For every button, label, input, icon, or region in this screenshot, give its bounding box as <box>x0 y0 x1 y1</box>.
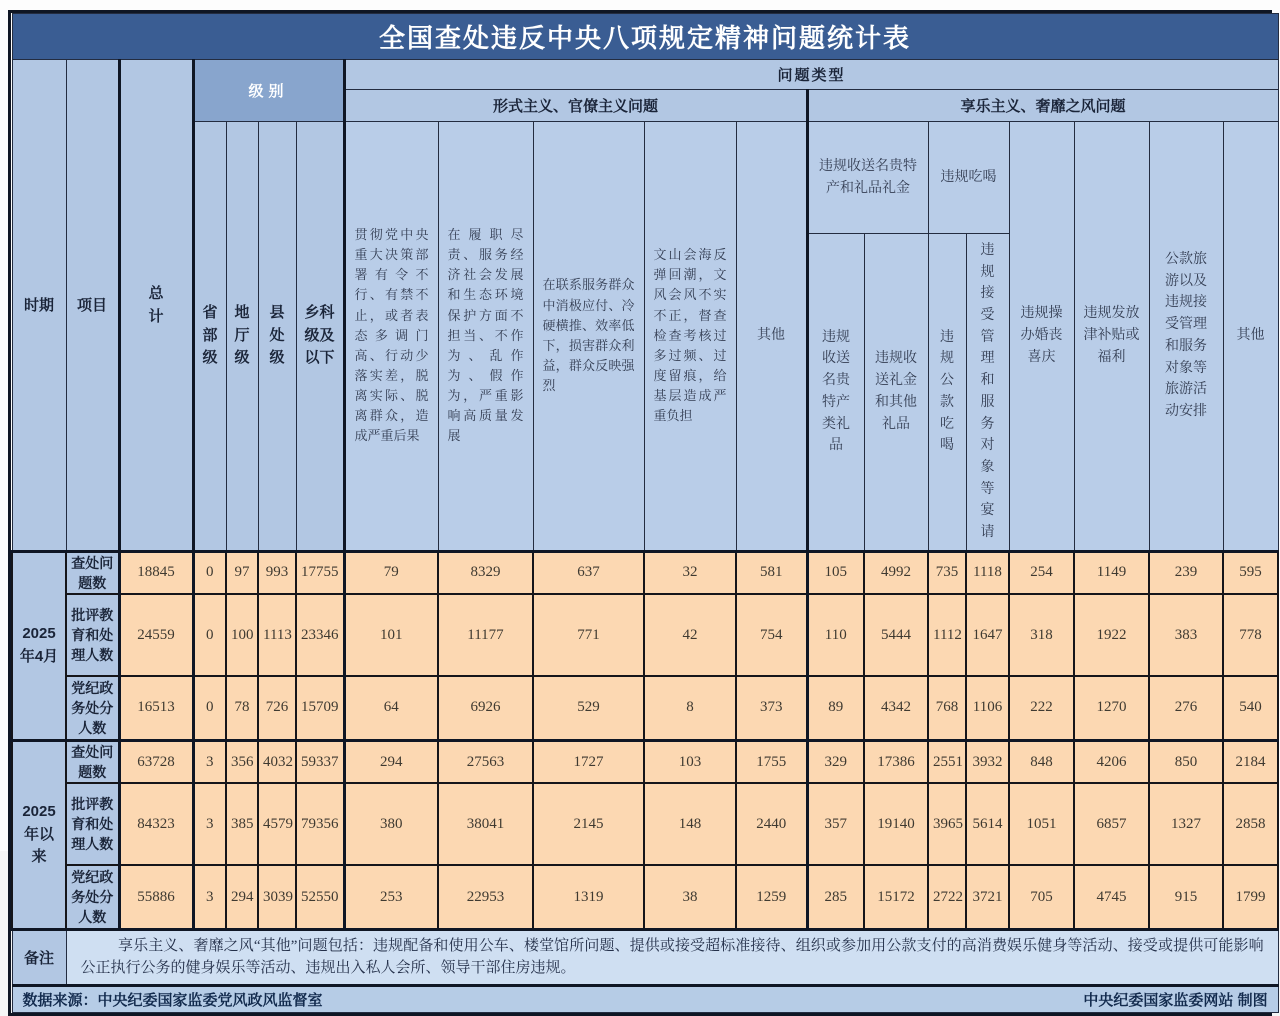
header-level-township: 乡科级及以下 <box>296 122 344 552</box>
data-cell: 285 <box>807 865 864 929</box>
data-cell: 17386 <box>864 740 928 783</box>
data-cell: 4032 <box>258 740 296 783</box>
data-cell: 754 <box>736 594 807 676</box>
data-cell: 276 <box>1149 676 1223 740</box>
header-dining-group: 违规吃喝 <box>928 122 1009 234</box>
header-period: 时期 <box>12 60 66 552</box>
data-cell: 6857 <box>1074 783 1149 865</box>
data-cell: 84323 <box>119 783 193 865</box>
data-cell: 3039 <box>258 865 296 929</box>
header-hedonism-travel: 公款旅游以及违规接受管理和服务对象等旅游活动安排 <box>1149 122 1223 552</box>
data-cell: 356 <box>226 740 258 783</box>
data-cell: 64 <box>344 676 438 740</box>
header-dining-col-1: 违规公款吃喝 <box>928 234 966 552</box>
data-cell: 771 <box>533 594 644 676</box>
data-cell: 705 <box>1009 865 1074 929</box>
data-cell: 595 <box>1223 551 1278 594</box>
data-cell: 357 <box>807 783 864 865</box>
table-frame <box>8 10 1272 1016</box>
data-cell: 1647 <box>966 594 1009 676</box>
remarks-text: 享乐主义、奢靡之风“其他”问题包括：违规配备和使用公车、楼堂馆所问题、提供或接受超标准接待、组织或参加用公款支付的高消费娱乐健身等活动、接受或提供可能影响公正执行公务的健身娱乐等活动、违规出入私人会所、领导干部住房违规。 <box>66 929 1278 985</box>
data-cell: 373 <box>736 676 807 740</box>
header-row-1 <box>12 60 1278 90</box>
data-cell: 42 <box>644 594 736 676</box>
data-cell: 103 <box>644 740 736 783</box>
header-hedonism-group: 享乐主义、奢靡之风问题 <box>807 90 1278 122</box>
data-cell: 850 <box>1149 740 1223 783</box>
row-item-label: 党纪政务处分人数 <box>66 676 119 740</box>
data-cell: 4206 <box>1074 740 1149 783</box>
data-cell: 2184 <box>1223 740 1278 783</box>
data-cell: 8 <box>644 676 736 740</box>
header-formalism-group: 形式主义、官僚主义问题 <box>344 90 807 122</box>
data-cell: 52550 <box>296 865 344 929</box>
header-formalism-col-other: 其他 <box>736 122 807 552</box>
data-cell: 100 <box>226 594 258 676</box>
header-level-county: 县处级 <box>258 122 296 552</box>
data-cell: 294 <box>344 740 438 783</box>
row-item-label: 查处问题数 <box>66 551 119 594</box>
header-formalism-col-2: 在履职尽责、服务经济社会发展和生态环境保护方面不担当、不作为、乱作为、假作为，严重影响高质量发展 <box>438 122 533 552</box>
data-cell: 32 <box>644 551 736 594</box>
footer-bar <box>23 989 1268 1010</box>
data-cell: 105 <box>807 551 864 594</box>
data-cell: 768 <box>928 676 966 740</box>
data-cell: 23346 <box>296 594 344 676</box>
data-cell: 1327 <box>1149 783 1223 865</box>
data-cell: 1755 <box>736 740 807 783</box>
data-cell: 1118 <box>966 551 1009 594</box>
data-cell: 1113 <box>258 594 296 676</box>
header-hedonism-allowances: 违规发放津补贴或福利 <box>1074 122 1149 552</box>
table-row <box>12 783 1278 865</box>
data-cell: 1319 <box>533 865 644 929</box>
data-cell: 110 <box>807 594 864 676</box>
data-cell: 1106 <box>966 676 1009 740</box>
data-cell: 848 <box>1009 740 1074 783</box>
data-cell: 385 <box>226 783 258 865</box>
table-row <box>12 594 1278 676</box>
table-row <box>12 551 1278 594</box>
data-cell: 5444 <box>864 594 928 676</box>
data-cell: 1270 <box>1074 676 1149 740</box>
data-cell: 726 <box>258 676 296 740</box>
data-cell: 38 <box>644 865 736 929</box>
statistics-table <box>11 13 1279 1013</box>
data-cell: 239 <box>1149 551 1223 594</box>
header-problem-type-group: 问题类型 <box>344 60 1278 90</box>
credit-text: 中央纪委国家监委网站 制图 <box>1083 991 1268 1009</box>
data-cell: 63728 <box>119 740 193 783</box>
data-cell: 11177 <box>438 594 533 676</box>
data-cell: 79356 <box>296 783 344 865</box>
data-cell: 3932 <box>966 740 1009 783</box>
table-row <box>12 676 1278 740</box>
footer-row <box>12 985 1278 1012</box>
data-cell: 22953 <box>438 865 533 929</box>
data-cell: 38041 <box>438 783 533 865</box>
row-item-label: 批评教育和处理人数 <box>66 594 119 676</box>
table-row <box>12 740 1278 783</box>
data-cell: 148 <box>644 783 736 865</box>
row-item-label: 批评教育和处理人数 <box>66 783 119 865</box>
data-cell: 89 <box>807 676 864 740</box>
data-cell: 0 <box>193 594 226 676</box>
data-cell: 2858 <box>1223 783 1278 865</box>
table-data-body <box>12 551 1278 929</box>
data-cell: 8329 <box>438 551 533 594</box>
data-cell: 0 <box>193 676 226 740</box>
header-level-group: 级别 <box>193 60 344 122</box>
header-dining-col-2: 违规接受管理和服务对象等宴请 <box>966 234 1009 552</box>
data-cell: 19140 <box>864 783 928 865</box>
header-level-province: 省部级 <box>193 122 226 552</box>
data-source-text: 数据来源：中央纪委国家监委党风政风监督室 <box>22 991 323 1009</box>
header-gift-col-2: 违规收送礼金和其他礼品 <box>864 234 928 552</box>
data-cell: 3 <box>193 783 226 865</box>
period-label: 2025年4月 <box>12 551 66 740</box>
data-cell: 529 <box>533 676 644 740</box>
table-row <box>12 865 1278 929</box>
footer-cell <box>12 985 1278 1012</box>
data-cell: 3721 <box>966 865 1009 929</box>
data-cell: 222 <box>1009 676 1074 740</box>
data-cell: 4745 <box>1074 865 1149 929</box>
header-gift-col-1: 违规收送名贵特产类礼品 <box>807 234 864 552</box>
data-cell: 4342 <box>864 676 928 740</box>
data-cell: 318 <box>1009 594 1074 676</box>
data-cell: 1051 <box>1009 783 1074 865</box>
header-formalism-col-4: 文山会海反弹回潮，文风会风不实不正，督查检查考核过多过频、过度留痕，给基层造成严重负担 <box>644 122 736 552</box>
data-cell: 1922 <box>1074 594 1149 676</box>
data-cell: 24559 <box>119 594 193 676</box>
header-gift-group: 违规收送名贵特产和礼品礼金 <box>807 122 928 234</box>
data-cell: 6926 <box>438 676 533 740</box>
data-cell: 1112 <box>928 594 966 676</box>
header-total-label: 总计 <box>148 284 164 325</box>
header-formalism-col-3: 在联系服务群众中消极应付、冷硬横推、效率低下，损害群众利益，群众反映强烈 <box>533 122 644 552</box>
header-hedonism-weddings: 违规操办婚丧喜庆 <box>1009 122 1074 552</box>
data-cell: 253 <box>344 865 438 929</box>
data-cell: 329 <box>807 740 864 783</box>
header-formalism-col-1: 贯彻党中央重大决策部署有令不行、有禁不止，或者表态多调门高、行动少落实差，脱离实际、脱离群众，造成严重后果 <box>344 122 438 552</box>
data-cell: 78 <box>226 676 258 740</box>
data-cell: 59337 <box>296 740 344 783</box>
remarks-row <box>12 929 1278 985</box>
header-item: 项目 <box>66 60 119 552</box>
data-cell: 2551 <box>928 740 966 783</box>
data-cell: 3 <box>193 740 226 783</box>
data-cell: 17755 <box>296 551 344 594</box>
data-cell: 16513 <box>119 676 193 740</box>
data-cell: 2722 <box>928 865 966 929</box>
data-cell: 97 <box>226 551 258 594</box>
data-cell: 2145 <box>533 783 644 865</box>
data-cell: 79 <box>344 551 438 594</box>
data-cell: 1799 <box>1223 865 1278 929</box>
data-cell: 4992 <box>864 551 928 594</box>
data-cell: 915 <box>1149 865 1223 929</box>
data-cell: 1149 <box>1074 551 1149 594</box>
page-title: 全国查处违反中央八项规定精神问题统计表 <box>12 14 1278 60</box>
data-cell: 1727 <box>533 740 644 783</box>
data-cell: 581 <box>736 551 807 594</box>
header-total <box>119 60 193 552</box>
data-cell: 993 <box>258 551 296 594</box>
data-cell: 254 <box>1009 551 1074 594</box>
data-cell: 1259 <box>736 865 807 929</box>
data-cell: 27563 <box>438 740 533 783</box>
data-cell: 15709 <box>296 676 344 740</box>
data-cell: 5614 <box>966 783 1009 865</box>
period-label: 2025年以来 <box>12 740 66 929</box>
data-cell: 15172 <box>864 865 928 929</box>
data-cell: 637 <box>533 551 644 594</box>
header-row-3 <box>12 122 1278 234</box>
data-cell: 0 <box>193 551 226 594</box>
data-cell: 3 <box>193 865 226 929</box>
data-cell: 540 <box>1223 676 1278 740</box>
data-cell: 294 <box>226 865 258 929</box>
data-cell: 2440 <box>736 783 807 865</box>
data-cell: 778 <box>1223 594 1278 676</box>
data-cell: 3965 <box>928 783 966 865</box>
row-item-label: 党纪政务处分人数 <box>66 865 119 929</box>
data-cell: 383 <box>1149 594 1223 676</box>
data-cell: 101 <box>344 594 438 676</box>
header-hedonism-other: 其他 <box>1223 122 1278 552</box>
title-row <box>12 14 1278 60</box>
data-cell: 4579 <box>258 783 296 865</box>
data-cell: 18845 <box>119 551 193 594</box>
data-cell: 380 <box>344 783 438 865</box>
table-footer-body <box>12 929 1278 1012</box>
data-cell: 735 <box>928 551 966 594</box>
row-item-label: 查处问题数 <box>66 740 119 783</box>
header-level-prefecture: 地厅级 <box>226 122 258 552</box>
remarks-label: 备注 <box>12 929 66 985</box>
data-cell: 55886 <box>119 865 193 929</box>
